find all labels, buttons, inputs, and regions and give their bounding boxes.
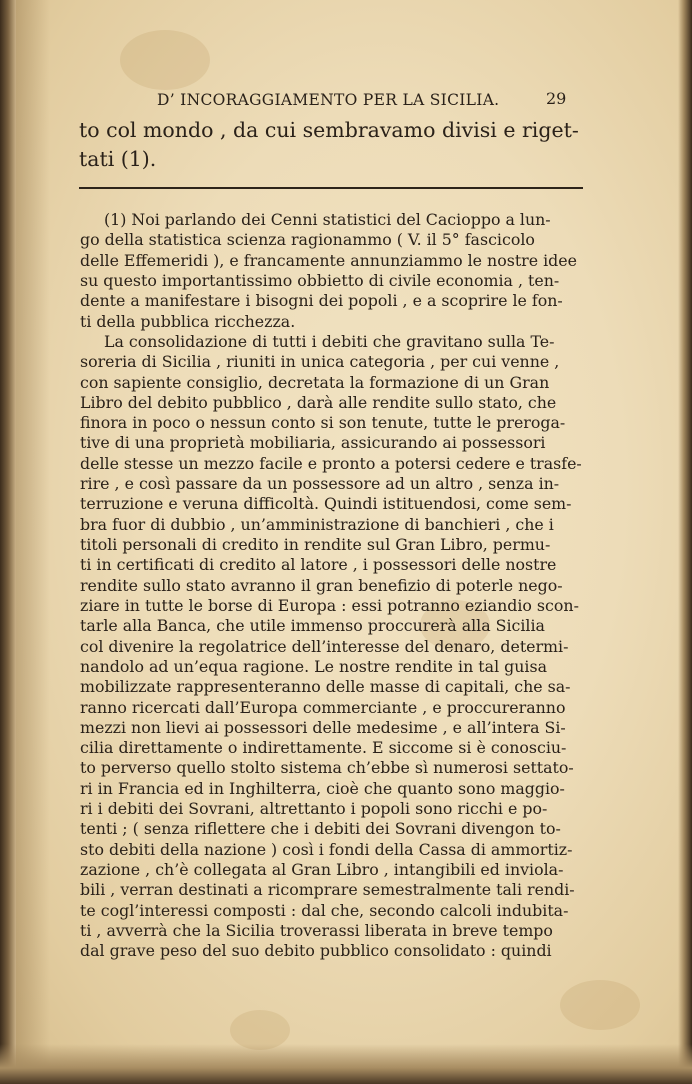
text-line: to col mondo , da cui sembravamo divisi e riget- — [79, 118, 579, 142]
main-text-continuation — [79, 116, 583, 174]
text-line: delle stesse un mezzo facile e pronto a potersi cedere e trasfe- — [80, 453, 582, 473]
text-line: ri i debiti dei Sovrani, altrettanto i popoli sono ricchi e po- — [80, 799, 548, 819]
text-line: mezzi non lievi ai possessori delle medesime , e all’intera Si- — [80, 717, 566, 737]
text-line: sto debiti della nazione ) così i fondi della Cassa di ammortiz- — [80, 839, 573, 859]
text-line: delle Effemeridi ), e francamente annunziammo le nostre idee — [80, 250, 577, 270]
text-line: ri in Francia ed in Inghilterra, cioè che quanto sono maggio- — [80, 778, 565, 798]
footnote-body — [80, 210, 586, 962]
text-line: cilia direttamente o indirettamente. E siccome si è conosciu- — [80, 738, 567, 758]
text-line: con sapiente consiglio, decretata la formazione di un Gran — [80, 372, 550, 392]
running-head: D’ INCORAGGIAMENTO PER LA SICILIA. — [157, 91, 500, 109]
text-line: zazione , ch’è collegata al Gran Libro , intangibili ed inviola- — [80, 860, 564, 879]
text-line: to perverso quello stolto sistema ch’ebbe sì numerosi settato- — [80, 758, 574, 778]
text-line: mobilizzate rappresenteranno delle masse di capitali, che sa- — [80, 677, 571, 697]
text-line: te cogl’interessi composti : dal che, secondo calcoli indubita- — [80, 900, 569, 920]
text-line: (1) Noi parlando dei Cenni statistici del Cacioppo a lun- — [104, 210, 551, 229]
text-line: bili , verran destinati a ricomprare semestralmente tali rendi- — [80, 880, 575, 900]
page-fold-shadow — [16, 0, 50, 1084]
text-line: La consolidazione di tutti i debiti che gravitano sulla Te- — [104, 331, 555, 351]
text-line: rendite sullo stato avranno il gran benefizio di poterle nego- — [80, 575, 563, 595]
text-line: go della statistica scienza ragionammo ( V. il 5° fascicolo — [80, 230, 535, 250]
text-line: soreria di Sicilia , riuniti in unica categoria , per cui venne , — [80, 352, 560, 372]
text-line: rire , e così passare da un possessore ad un altro , senza in- — [80, 474, 560, 494]
text-line: tenti ; ( senza riflettere che i debiti dei Sovrani divengon to- — [80, 819, 561, 839]
text-line: dal grave peso del suo debito pubblico consolidato : quindi — [80, 941, 552, 961]
text-line: ti in certificati di credito al latore , i possessori delle nostre — [80, 555, 557, 575]
text-line: col divenire la regolatrice dell’interesse del denaro, determi- — [80, 636, 569, 656]
text-line: ranno ricercati dall’Europa commerciante , e proccureranno — [80, 697, 566, 717]
paper-stain — [120, 30, 210, 90]
book-gutter — [0, 0, 16, 1084]
text-line: ti , avverrà che la Sicilia troverassi liberata in breve tempo — [80, 920, 553, 940]
text-line: finora in poco o nessun conto si son tenute, tutte le prerogа- — [80, 413, 566, 433]
text-line: Libro del debito pubblico , darà alle rendite sullo stato, che — [80, 392, 557, 412]
text-line: nandolo ad un’equa ragione. Le nostre rendite in tal guisa — [80, 656, 548, 676]
text-line: bra fuor di dubbio , un’amministrazione di banchieri , che i — [80, 514, 554, 534]
page-number: 29 — [546, 89, 567, 108]
text-line: ti della pubblica ricchezza. — [80, 311, 296, 331]
text-line: tati (1). — [79, 147, 157, 171]
text-line: ziare in tutte le borse di Europa : essi potranno eziandio scon- — [80, 595, 579, 615]
page-right-edge — [678, 0, 692, 1084]
text-line: tive di una proprietà mobiliaria, assicurando ai possessori — [80, 433, 546, 453]
text-line: titoli personali di credito in rendite sul Gran Libro, permu- — [80, 535, 551, 554]
footnote-separator-rule — [79, 187, 583, 189]
text-line: tarle alla Banca, che utile immenso proccurerà alla Sicilia — [80, 616, 545, 636]
text-line: dente a manifestare i bisogni dei popoli , e a scoprire le fon- — [80, 291, 563, 311]
text-line: su questo importantissimo obbietto di civile economia , ten- — [80, 270, 560, 290]
paper-stain — [560, 980, 640, 1030]
text-line: terruzione e veruna difficoltà. Quindi istituendosi, come sem- — [80, 494, 572, 514]
page-bottom-edge — [0, 1044, 692, 1084]
